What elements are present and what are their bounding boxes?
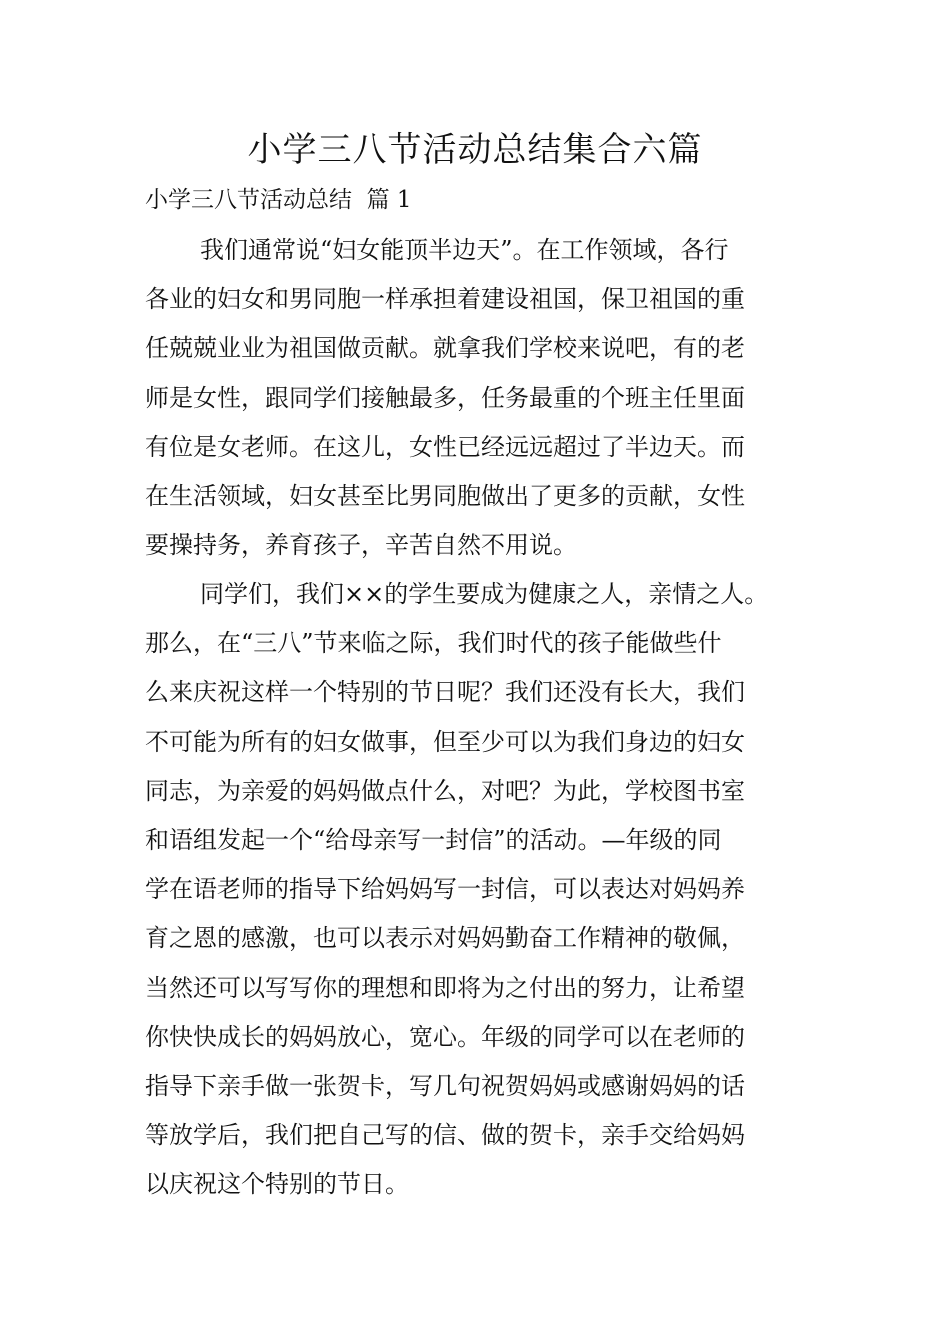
paragraph-line: 那么，在“三八”节来临之际，我们时代的孩子能做些什 bbox=[145, 629, 722, 658]
paragraph-line: 育之恩的感激，也可以表示对妈妈勤奋工作精神的敬佩， bbox=[145, 924, 745, 953]
paragraph-line: 要操持务，养育孩子，辛苦自然不用说。 bbox=[145, 531, 577, 560]
paragraph-line: 各业的妇女和男同胞一样承担着建设祖国，保卫祖国的重 bbox=[145, 285, 745, 314]
paragraph-2 bbox=[145, 570, 825, 1209]
paragraph-line: 和语组发起一个“给母亲写一封信”的活动。—年级的同 bbox=[145, 825, 722, 854]
paragraph-line: 以庆祝这个特别的节日。 bbox=[145, 1170, 409, 1199]
paragraph-line: 任兢兢业业为祖国做贡献。就拿我们学校来说吧，有的老 bbox=[145, 334, 745, 363]
paragraph-line: 么来庆祝这样一个特别的节日呢？我们还没有长大，我们 bbox=[145, 678, 745, 707]
paragraph-line: 当然还可以写写你的理想和即将为之付出的努力，让希望 bbox=[145, 973, 745, 1002]
paragraph-line: 师是女性，跟同学们接触最多，任务最重的个班主任里面 bbox=[145, 383, 745, 412]
paragraph-line: 学在语老师的指导下给妈妈写一封信，可以表达对妈妈养 bbox=[145, 875, 745, 904]
section-heading: 小学三八节活动总结 篇 1 bbox=[145, 187, 412, 213]
paragraph-line: 我们通常说“妇女能顶半边天”。在工作领域，各行 bbox=[200, 236, 729, 264]
paragraph-line: 不可能为所有的妇女做事，但至少可以为我们身边的妇女 bbox=[145, 727, 745, 756]
paragraph-line: 有位是女老师。在这儿，女性已经远远超过了半边天。而 bbox=[145, 432, 745, 461]
paragraph-line: 同志，为亲爱的妈妈做点什么，对吧？为此，学校图书室 bbox=[145, 776, 745, 805]
paragraph-1 bbox=[145, 226, 825, 570]
paragraph-line: 同学们，我们××的学生要成为健康之人，亲情之人。 bbox=[200, 580, 769, 608]
paragraph-line: 指导下亲手做一张贺卡，写几句祝贺妈妈或感谢妈妈的话 bbox=[145, 1071, 745, 1100]
paragraph-line: 在生活领域，妇女甚至比男同胞做出了更多的贡献，女性 bbox=[145, 481, 745, 510]
paragraph-line: 你快快成长的妈妈放心，宽心。年级的同学可以在老师的 bbox=[145, 1022, 745, 1051]
paragraph-line: 等放学后，我们把自己写的信、做的贺卡，亲手交给妈妈 bbox=[145, 1121, 745, 1150]
document-title: 小学三八节活动总结集合六篇 bbox=[247, 130, 703, 170]
